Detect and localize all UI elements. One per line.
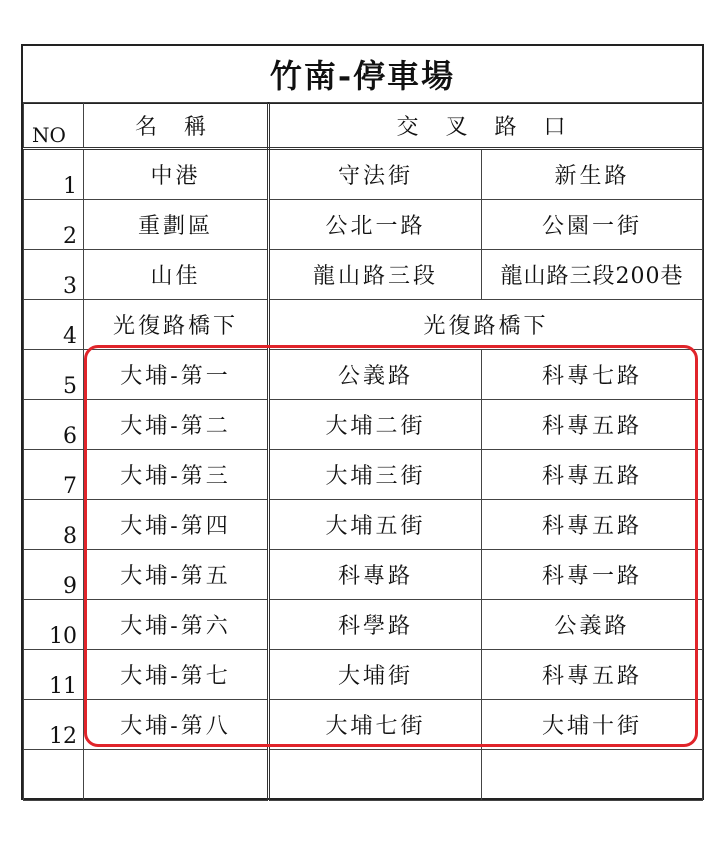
row-name: 大埔-第三 xyxy=(84,450,269,500)
row-road1: 公義路 xyxy=(269,350,482,400)
row-road1: 守法街 xyxy=(269,149,482,200)
table-row xyxy=(24,600,703,650)
table-row xyxy=(24,149,703,200)
empty-cell xyxy=(24,750,84,801)
table-row xyxy=(24,700,703,750)
row-no: 6 xyxy=(24,400,84,450)
header-name: 名 稱 xyxy=(84,103,269,149)
table-row xyxy=(24,650,703,700)
row-road2: 龍山路三段200巷 xyxy=(482,250,703,300)
row-road2: 科專一路 xyxy=(482,550,703,600)
header-no: NO xyxy=(24,103,84,149)
row-road1: 大埔七街 xyxy=(269,700,482,750)
row-road1: 科專路 xyxy=(269,550,482,600)
row-no: 3 xyxy=(24,250,84,300)
empty-cell xyxy=(269,750,482,801)
row-road2: 新生路 xyxy=(482,149,703,200)
row-road1: 科學路 xyxy=(269,600,482,650)
table-row xyxy=(24,500,703,550)
row-road2: 科專七路 xyxy=(482,350,703,400)
table-row xyxy=(24,250,703,300)
row-name: 大埔-第七 xyxy=(84,650,269,700)
row-no: 2 xyxy=(24,200,84,250)
row-road2: 科專五路 xyxy=(482,650,703,700)
row-road1: 大埔二街 xyxy=(269,400,482,450)
parking-table-sheet xyxy=(21,44,704,800)
parking-table xyxy=(23,102,703,801)
row-name: 大埔-第六 xyxy=(84,600,269,650)
row-name: 山佳 xyxy=(84,250,269,300)
row-no: 5 xyxy=(24,350,84,400)
row-road1: 光復路橋下 xyxy=(269,300,703,350)
row-road2: 公園一街 xyxy=(482,200,703,250)
row-road1: 大埔三街 xyxy=(269,450,482,500)
row-road2: 科專五路 xyxy=(482,450,703,500)
row-road1: 大埔五街 xyxy=(269,500,482,550)
row-no: 11 xyxy=(24,650,84,700)
row-road2: 公義路 xyxy=(482,600,703,650)
row-no: 12 xyxy=(24,700,84,750)
row-road2: 科專五路 xyxy=(482,400,703,450)
row-name: 大埔-第二 xyxy=(84,400,269,450)
row-no: 7 xyxy=(24,450,84,500)
row-name: 大埔-第五 xyxy=(84,550,269,600)
empty-row xyxy=(24,750,703,801)
row-name: 大埔-第一 xyxy=(84,350,269,400)
row-no: 10 xyxy=(24,600,84,650)
row-name: 大埔-第八 xyxy=(84,700,269,750)
header-intersection: 交 叉 路 口 xyxy=(269,103,703,149)
row-name: 光復路橋下 xyxy=(84,300,269,350)
row-no: 1 xyxy=(24,149,84,200)
table-row xyxy=(24,300,703,350)
table-title: 竹南-停車場 xyxy=(23,46,702,104)
table-row xyxy=(24,200,703,250)
empty-cell xyxy=(482,750,703,801)
row-road1: 公北一路 xyxy=(269,200,482,250)
table-row xyxy=(24,450,703,500)
row-road2: 大埔十街 xyxy=(482,700,703,750)
row-name: 大埔-第四 xyxy=(84,500,269,550)
empty-cell xyxy=(84,750,269,801)
row-no: 4 xyxy=(24,300,84,350)
table-row xyxy=(24,350,703,400)
row-road2: 科專五路 xyxy=(482,500,703,550)
row-road1: 大埔街 xyxy=(269,650,482,700)
header-row xyxy=(24,103,703,149)
table-row xyxy=(24,400,703,450)
row-no: 8 xyxy=(24,500,84,550)
row-road1: 龍山路三段 xyxy=(269,250,482,300)
table-row xyxy=(24,550,703,600)
row-name: 中港 xyxy=(84,149,269,200)
row-no: 9 xyxy=(24,550,84,600)
row-name: 重劃區 xyxy=(84,200,269,250)
